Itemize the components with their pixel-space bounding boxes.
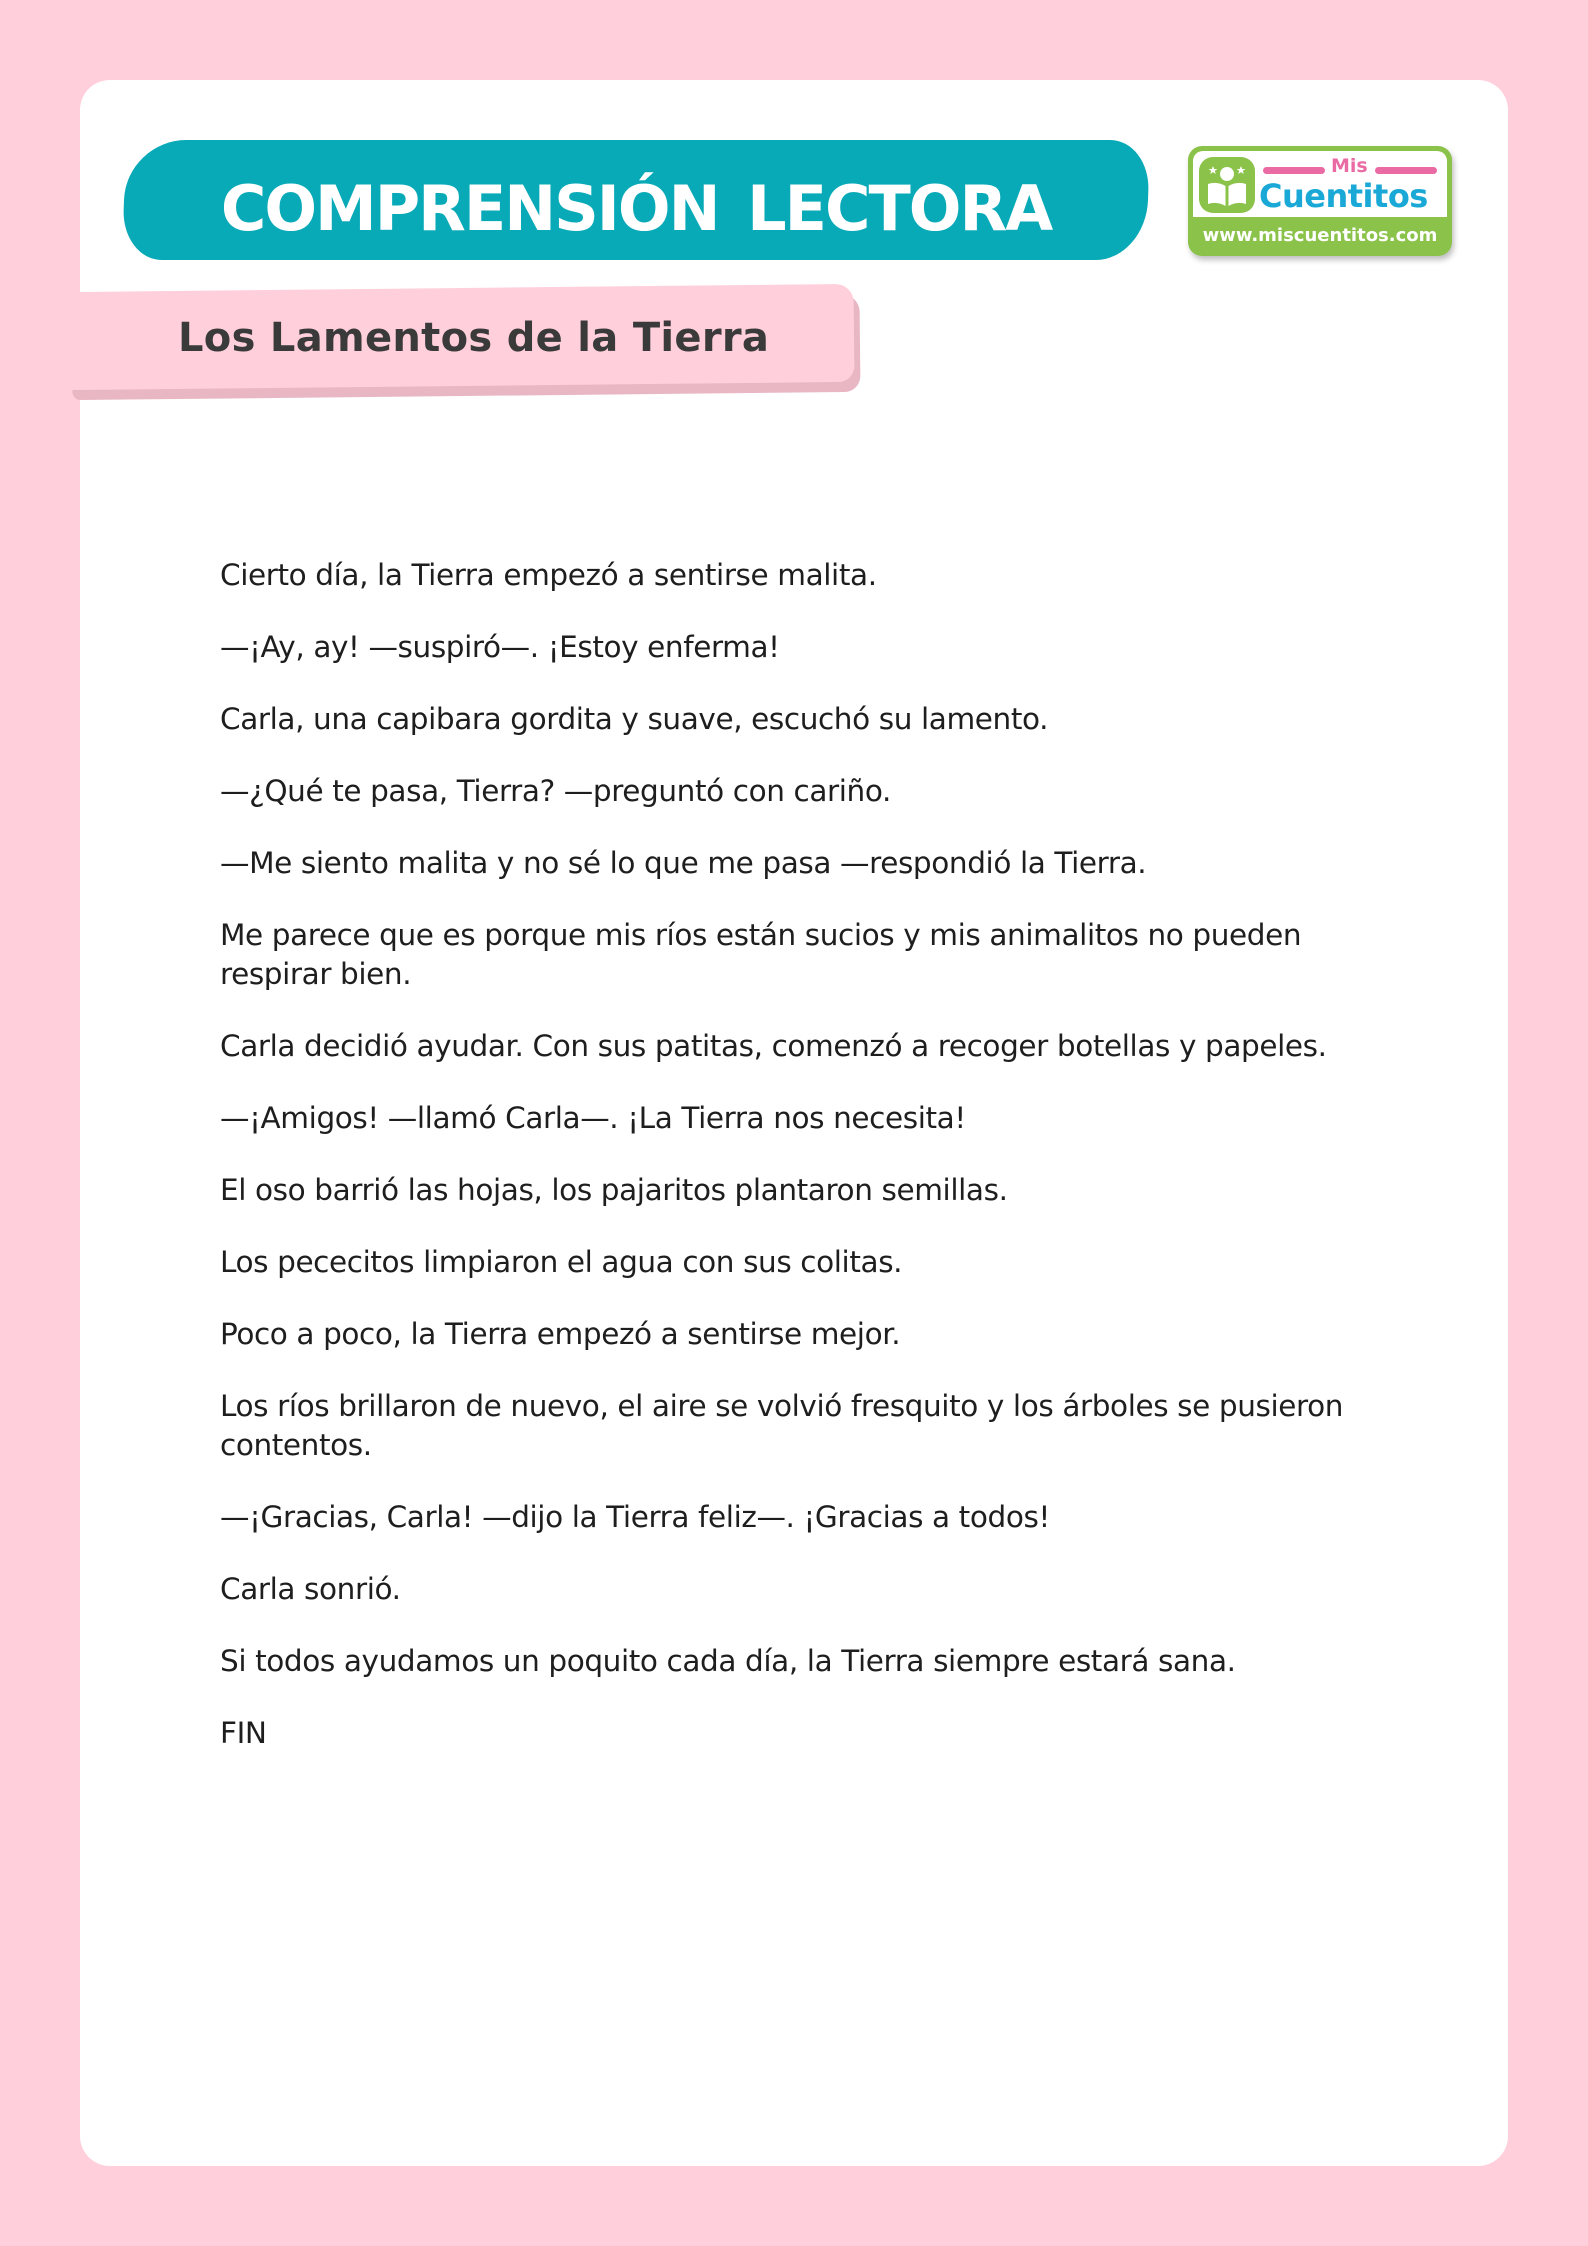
header-banner (124, 140, 1148, 260)
story-paragraph: —Me siento malita y no sé lo que me pasa —respondió la Tierra. (220, 846, 1147, 880)
story-paragraph: —¡Gracias, Carla! —dijo la Tierra feliz—. ¡Gracias a todos! (220, 1500, 1050, 1534)
story-end-marker: FIN (220, 1716, 267, 1750)
logo-decor-line-left (1263, 167, 1325, 174)
logo-top-word: Mis (1331, 155, 1368, 177)
story-paragraph: —¡Amigos! —llamó Carla—. ¡La Tierra nos necesita! (220, 1101, 966, 1135)
page-title: comprensión lectora (220, 148, 1052, 251)
story-paragraph: Carla decidió ayudar. Con sus patitas, comenzó a recoger botellas y papeles. (220, 1029, 1327, 1063)
story-body (220, 556, 1390, 1786)
story-paragraph: Los ríos brillaron de nuevo, el aire se volvió fresquito y los árboles se pusieron contentos. (220, 1389, 1344, 1462)
story-paragraph: Poco a poco, la Tierra empezó a sentirse mejor. (220, 1317, 901, 1351)
mis-cuentitos-logo[interactable] (1188, 146, 1452, 256)
story-paragraph: Carla, una capibara gordita y suave, escuchó su lamento. (220, 702, 1049, 736)
story-paragraph: El oso barrió las hojas, los pajaritos plantaron semillas. (220, 1173, 1008, 1207)
story-title: Los Lamentos de la Tierra (178, 315, 770, 361)
story-paragraph: —¡Ay, ay! —suspiró—. ¡Estoy enferma! (220, 630, 780, 664)
story-paragraph: Si todos ayudamos un poquito cada día, la Tierra siempre estará sana. (220, 1644, 1236, 1678)
logo-url[interactable]: www.miscuentitos.com (1202, 225, 1438, 246)
story-paragraph: Me parece que es porque mis ríos están sucios y mis animalitos no pueden respirar bien. (220, 918, 1302, 991)
story-paragraph: Cierto día, la Tierra empezó a sentirse malita. (220, 558, 877, 592)
story-paragraph: Los pececitos limpiaron el agua con sus colitas. (220, 1245, 903, 1279)
story-title-tab (66, 288, 854, 392)
logo-brand-name: Cuentitos (1259, 177, 1428, 215)
logo-panel (1193, 151, 1447, 217)
story-paragraph: Carla sonrió. (220, 1572, 401, 1606)
open-book-reader-icon (1199, 157, 1255, 213)
story-paragraph: —¿Qué te pasa, Tierra? —preguntó con cariño. (220, 774, 891, 808)
logo-decor-line-right (1375, 167, 1437, 174)
